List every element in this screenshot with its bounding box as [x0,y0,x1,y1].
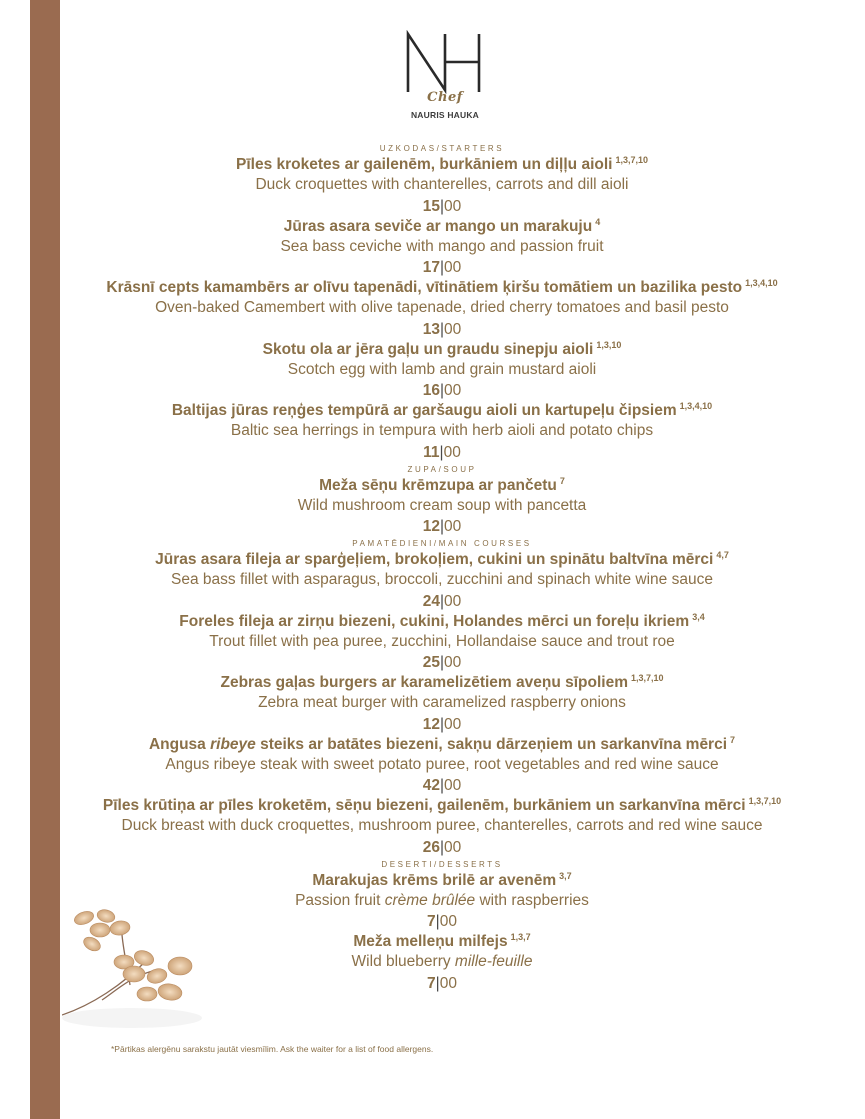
price-separator: | [439,654,445,671]
dish-desc-text: Wild blueberry [351,953,455,970]
dish-name-lv [62,476,822,496]
price-euros: 7 [427,974,436,992]
left-accent-bar [30,0,60,1119]
dish-price [62,591,822,612]
allergen-codes: 3,7 [559,870,572,881]
dish-price [62,775,822,796]
price-euros: 11 [423,443,440,461]
dish-name-lv [62,278,822,298]
dish-name-text: Pīles krūtiņa ar pīles kroketēm, sēņu biezeni, gailenēm, burkāniem un sarkanvīna mērci [102,797,746,814]
dish-name-en [62,816,822,837]
price-euros: 13 [422,320,440,338]
menu-section [62,464,822,538]
section-title: DESERTI/DESSERTS [381,859,503,869]
allergen-codes: 1,3,10 [596,339,622,350]
allergen-codes: 7 [730,734,736,745]
dish-name-text: Skotu ola ar jēra gaļu un graudu sinepju aioli [262,340,594,358]
price-euros: 7 [427,913,436,930]
dish-price [62,652,822,673]
dish-price [62,196,822,217]
price-cents: 00 [444,592,462,610]
price-cents: 00 [444,838,462,856]
price-euros: 17 [422,259,440,276]
price-separator: | [439,777,445,794]
allergen-codes: 4,7 [716,550,729,560]
dish-desc-text: Zebra meat burger with caramelized raspberry onions [258,694,626,711]
price-separator: | [439,259,445,276]
allergen-codes: 1,3,7,10 [615,155,648,165]
dish-price [62,442,822,463]
allergen-codes: 1,3,7,10 [630,673,664,683]
dish-desc-text: Passion fruit [295,891,385,909]
dish-name-en [62,496,822,517]
price-cents: 00 [444,382,462,399]
price-separator: | [439,838,445,856]
allergen-footnote: *Pārtikas alergēnu sarakstu jautāt viesmīlim. Ask the waiter for a list of food allergens. [111,1044,434,1054]
dish-name-text: Jūras asara seviče ar mango un marakuju [283,217,593,235]
dish-name-en [62,298,822,319]
dish-name-text: Zebras gaļas burgers ar karamelizētiem aveņu sīpoliem [220,674,628,691]
allergen-codes: 7 [559,475,565,486]
allergen-codes: 3,4 [692,611,705,622]
chef-logo [390,30,500,125]
dish-name-lv [62,735,822,755]
dish-name-en [62,632,822,653]
section-title: UZKODAS/STARTERS [379,144,505,153]
price-euros: 26 [422,838,440,856]
dish-name-lv [62,340,822,360]
dish-price [62,837,822,858]
price-cents: 00 [444,320,462,338]
dish-name-en [62,175,822,196]
price-separator: | [439,443,444,461]
dish-name-en [62,360,822,381]
dish-name-lv [62,217,822,237]
dish-name-lv [62,673,822,693]
dish-name-lv [62,550,822,570]
price-euros: 12 [422,715,440,733]
price-separator: | [439,715,445,733]
price-cents: 00 [439,913,457,930]
dish-desc-text: Oven-baked Camembert with olive tapenade, dried cherry tomatoes and basil pesto [155,299,729,316]
price-euros: 42 [422,777,440,794]
price-separator: | [439,382,445,399]
dish-name-en [62,237,822,258]
price-euros: 15 [422,197,440,215]
dish-name-text: Pīles kroketes ar gailenēm, burkāniem un diļļu aioli [236,156,613,173]
dish-name-text: Foreles fileja ar zirņu biezeni, cukini, Holandes mērci un foreļu ikriem [179,612,690,630]
nh-monogram-icon [405,30,485,94]
dish-name-lv [62,796,822,816]
allergen-codes: 1,3,7 [510,932,531,942]
dish-name-en [62,570,822,591]
dish-desc-text: Sea bass ceviche with mango and passion fruit [280,237,604,255]
dish-name-emphasis: ribeye [210,735,256,753]
price-cents: 00 [444,654,462,671]
price-cents: 00 [444,197,462,215]
logo-chef-name: NAURIS HAUKA [410,110,480,120]
dish-name-text: Meža sēņu krēmzupa ar pančetu [319,476,557,494]
price-cents: 00 [443,443,461,461]
dish-name-lv [62,401,822,421]
dish-desc-text: with raspberries [475,891,589,909]
dish-name-lv [62,612,822,632]
price-euros: 25 [422,654,440,671]
dish-name-lv [62,155,822,175]
allergen-codes: 1,3,4,10 [679,401,713,411]
allergen-codes: 1,3,4,10 [745,278,778,288]
dish-name-en [62,421,822,442]
menu-content [62,143,822,994]
dish-price [62,257,822,278]
dish-desc-text: Sea bass fillet with asparagus, broccoli, zucchini and spinach white wine sauce [171,571,713,588]
price-cents: 00 [439,974,457,992]
menu-section [62,538,822,858]
menu-section [62,143,822,463]
dish-desc-text: Angus ribeye steak with sweet potato puree, root vegetables and red wine sauce [165,755,719,773]
dish-name-en [62,755,822,776]
dish-price [62,380,822,401]
price-cents: 00 [444,777,462,794]
dish-name-en [62,693,822,714]
dried-flower-decoration-icon [62,900,212,1030]
price-euros: 16 [422,382,440,399]
dish-name-text: steiks ar batātes biezeni, sakņu dārzeņiem un sarkanvīna mērci [255,735,728,753]
price-separator: | [435,913,440,930]
dish-name-text: Meža melleņu milfejs [353,933,508,950]
dish-desc-text: Trout fillet with pea puree, zucchini, Hollandaise sauce and trout roe [209,632,675,650]
price-separator: | [439,592,445,610]
dish-desc-text: Scotch egg with lamb and grain mustard aioli [287,360,597,378]
allergen-codes: 4 [595,216,601,227]
price-cents: 00 [444,715,462,733]
dish-desc-text: Baltic sea herrings in tempura with herb aioli and potato chips [230,422,654,439]
dish-price [62,319,822,340]
logo-chef-script: Chef [427,90,463,105]
dish-desc-text: Wild mushroom cream soup with pancetta [297,496,587,514]
price-separator: | [439,320,445,338]
dish-price [62,714,822,735]
section-title: PAMATĒDIENI/MAIN COURSES [352,539,532,548]
dish-name-text: Angusa [148,735,211,753]
dish-name-text: Krāsnī cepts kamambērs ar olīvu tapenādi, vītinātiem ķiršu tomātiem un bazilika pesto [106,279,743,296]
section-title: ZUPA/SOUP [407,464,477,474]
price-separator: | [439,518,445,535]
price-euros: 24 [422,592,440,610]
price-cents: 00 [444,259,462,276]
dish-name-text: Baltijas jūras reņģes tempūrā ar garšaugu aioli un kartupeļu čipsiem [171,402,677,419]
dish-name-text: Jūras asara fileja ar sparģeļiem, brokoļiem, cukini un spinātu baltvīna mērci [155,551,714,568]
dish-name-text: Marakujas krēms brilē ar avenēm [312,871,557,889]
price-euros: 12 [422,518,440,535]
price-separator: | [439,197,445,215]
dish-name-lv [62,871,822,891]
dish-desc-emphasis: crème brûlée [384,891,476,909]
dish-desc-text: Duck croquettes with chanterelles, carrots and dill aioli [255,176,629,193]
allergen-codes: 1,3,7,10 [748,796,782,806]
dish-desc-text: Duck breast with duck croquettes, mushroom puree, chanterelles, carrots and red wine sauce [121,817,763,834]
dish-price [62,516,822,537]
price-cents: 00 [444,518,462,535]
price-separator: | [435,974,440,992]
dish-desc-emphasis: mille-feuille [454,953,533,970]
